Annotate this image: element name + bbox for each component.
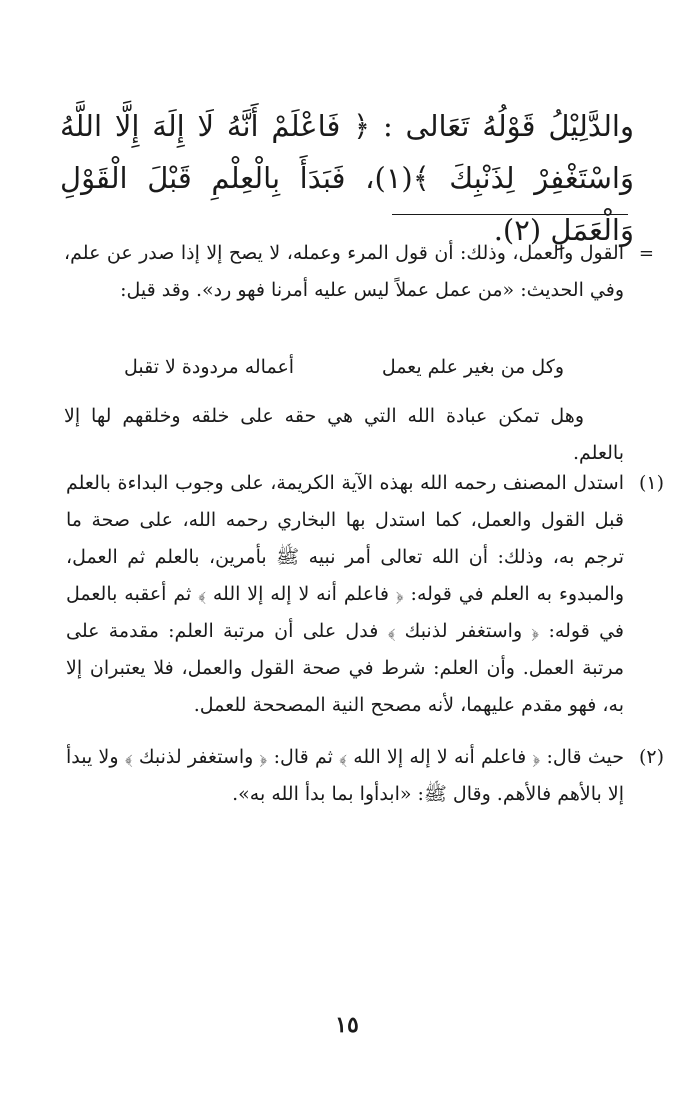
- continuation-mark: =: [638, 243, 654, 264]
- continuation-text: القول والعمل، وذلك: أن قول المرء وعمله، لا يصح إلا إذا صدر عن علم، وفي الحديث: «من عمل عملاً ليس عليه أمرنا فهو رد». وقد قيل:: [64, 242, 625, 301]
- footnote-2-text: حيث قال: ﴿ فاعلم أنه لا إله إلا الله ﴾ ثم قال: ﴿ واستغفر لذنبك ﴾ ولا يبدأ إلا بالأهم فالأهم. وقال ﷺ: «ابدأوا بما بدأ الله به».: [66, 746, 624, 805]
- verse-hemistich-second: أعماله مردودة لا تقبل: [124, 356, 295, 378]
- footnote-2-number: (٢): [638, 746, 664, 768]
- footnote-separator: [392, 214, 628, 215]
- footnote-1: [66, 465, 664, 724]
- footnote-1-text: استدل المصنف رحمه الله بهذه الآية الكريمة، على وجوب البداءة بالعلم قبل القول والعمل، كما استدل بها البخاري رحمه الله، على صحة ما ترجم به، وذلك: أن الله تعالى أمر نبيه ﷺ بأمرين، بالعلم ثم العمل، والمبدوء به العلم في قوله: ﴿ فاعلم أنه لا إله إلا الله ﴾ ثم أعقبه بالعمل في قوله: ﴿ واستغفر لذنبك ﴾ فدل على أن مرتبة العلم: مقدمة على مرتبة العمل. وأن العلم: شرط في صحة القول والعمل، فلا يعتبران إلا به، فهو مقدم عليهما، لأنه مصحح النية المصححة للعمل.: [66, 472, 624, 716]
- footnote-2: [66, 739, 664, 813]
- main-text: والدَّلِيْلُ قَوْلُهُ تَعَالى : ﴿ فَاعْلَمْ أَنَّهُ لَا إِلَهَ إِلَّا اللَّهُ وَاسْتَغْفِرْ لِذَنْبِكَ ﴾(١)، فَبَدَأَ بِالْعِلْمِ قَبْلَ الْقَوْلِ وَالْعَمَلِ (٢).: [60, 109, 634, 247]
- footnote-paragraph: وهل تمكن عبادة الله التي هي حقه على خلقه وخلقهم لها إلا بالعلم.: [64, 405, 624, 464]
- page-number: ١٥: [335, 1012, 359, 1038]
- poetry-verse: [124, 349, 564, 386]
- verse-hemistich-first: وكل من بغير علم يعمل: [381, 356, 564, 378]
- footnote-1-number: (١): [638, 472, 664, 494]
- footnote-continuation: [64, 235, 654, 309]
